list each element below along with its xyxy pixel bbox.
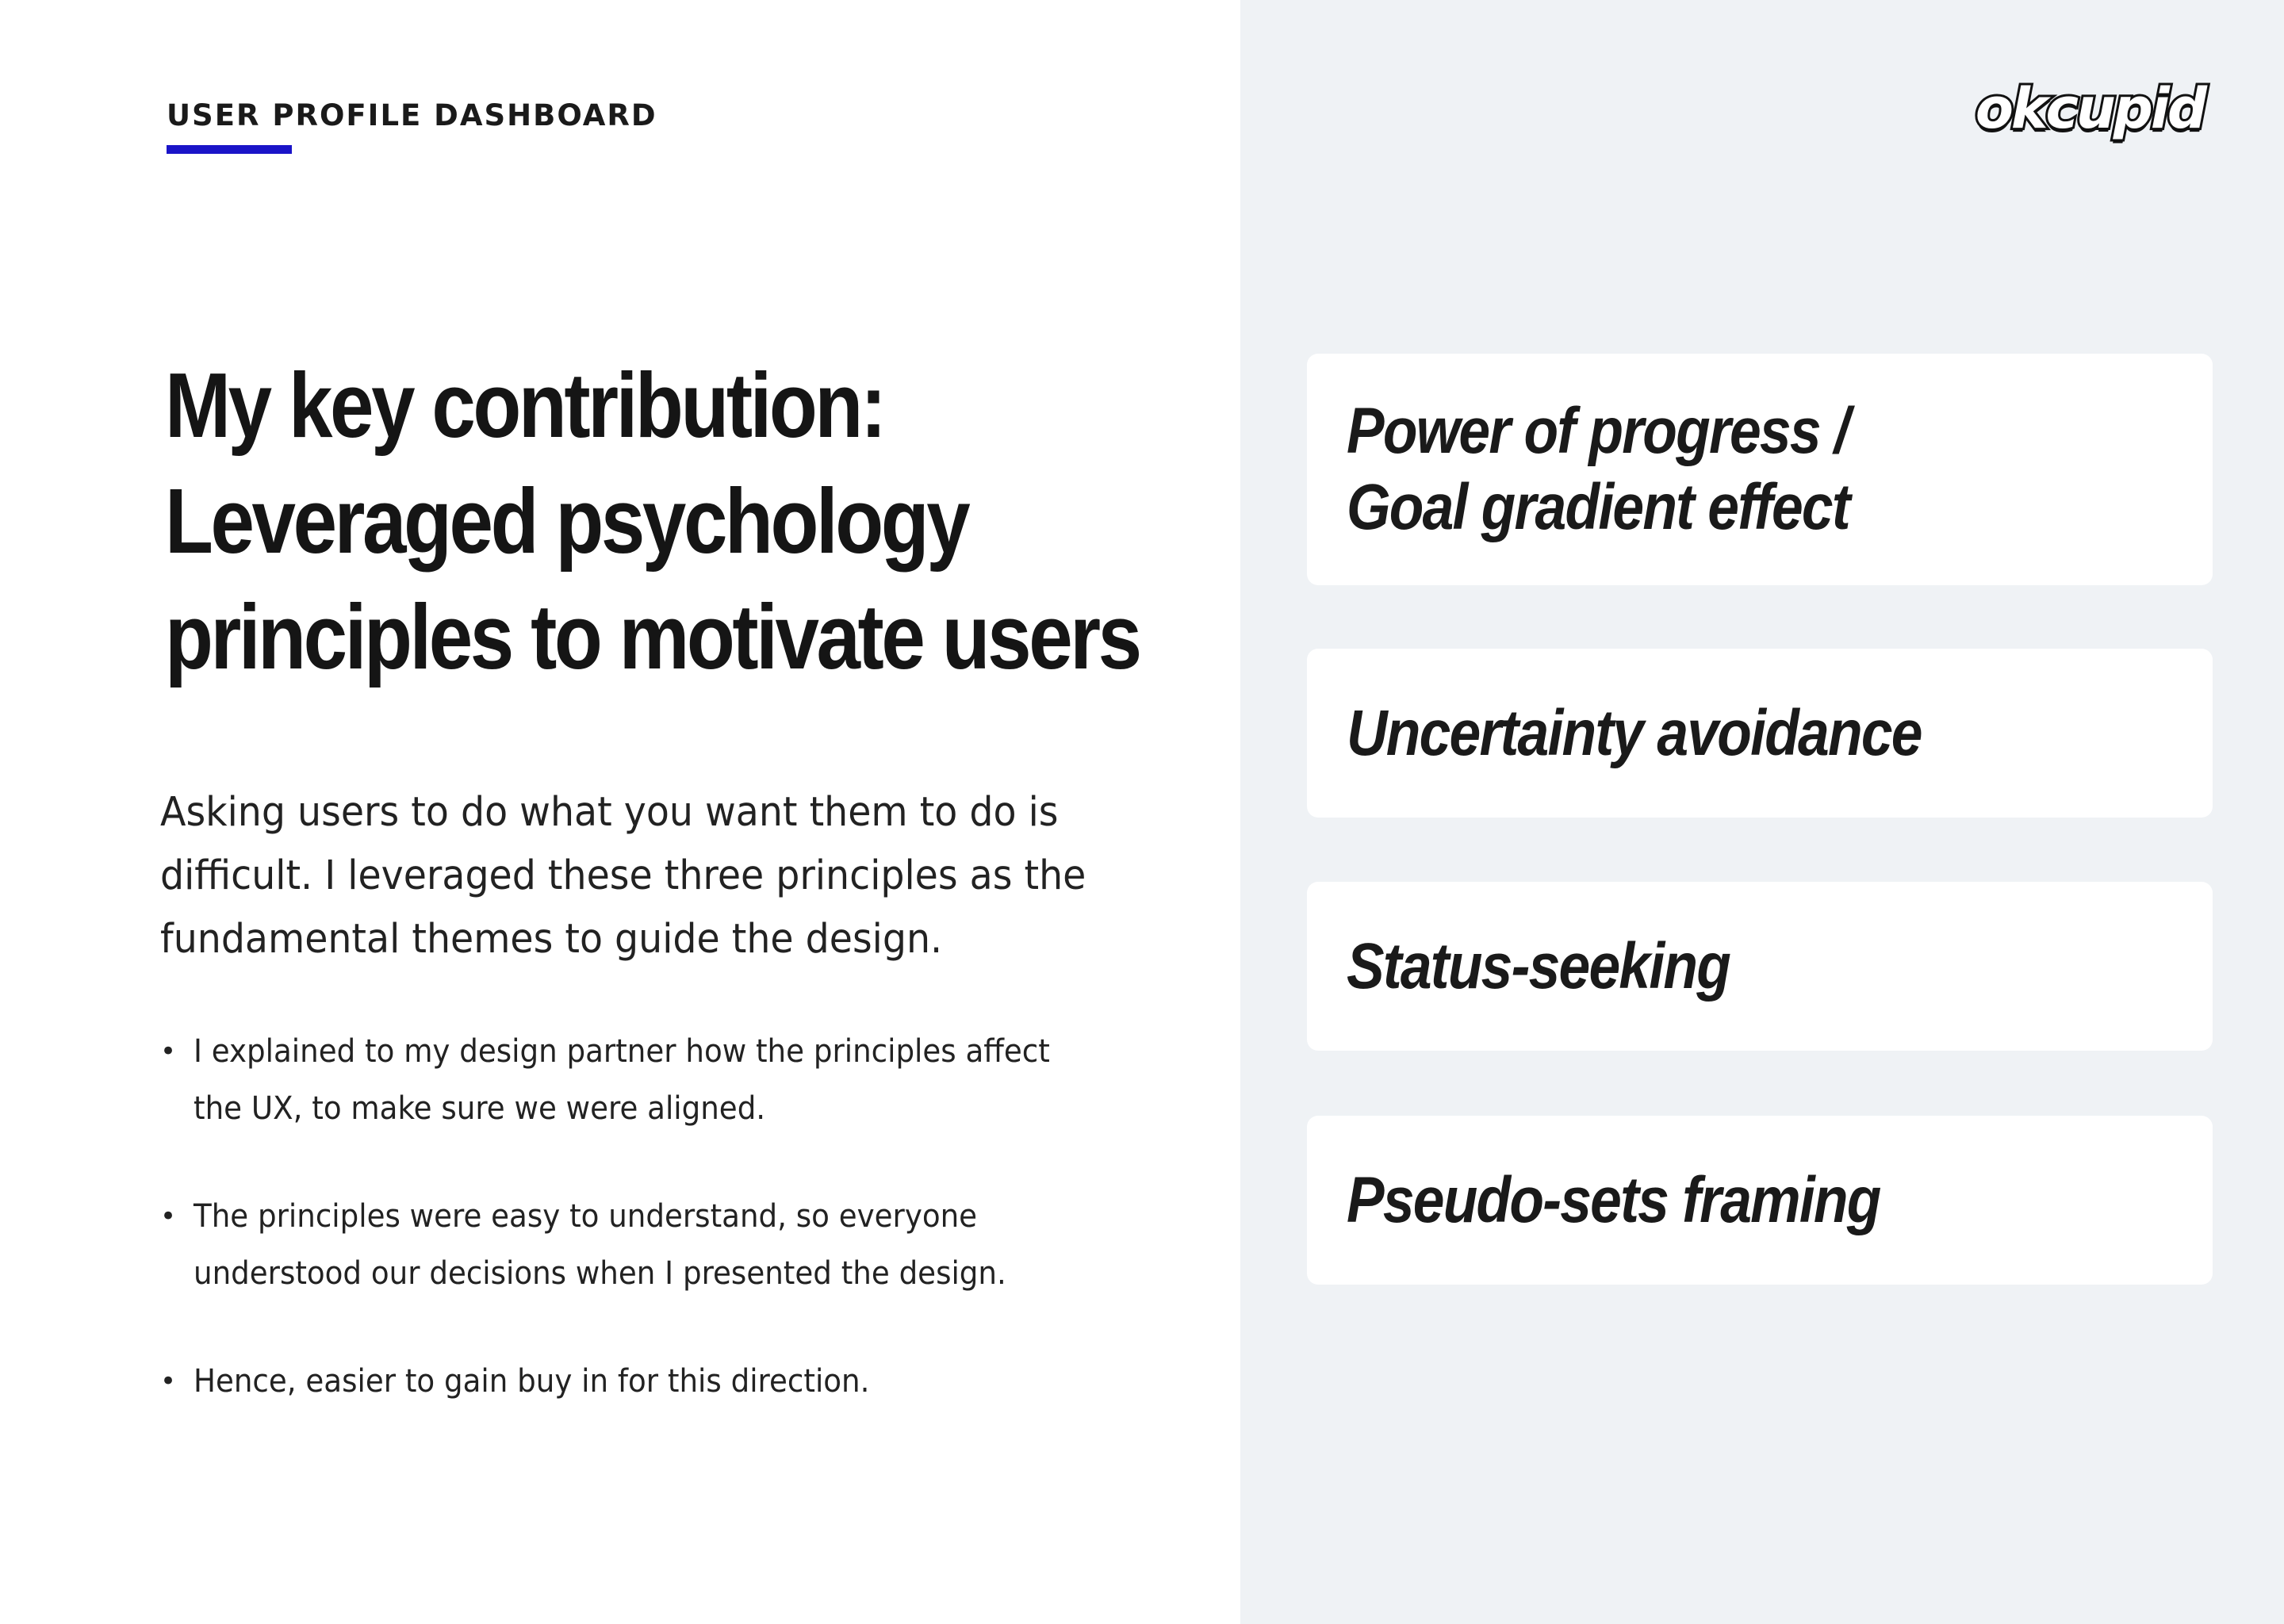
eyebrow-label: USER PROFILE DASHBOARD — [167, 98, 657, 132]
headline-line: My key contribution: — [165, 354, 884, 457]
bullet-line: the UX, to make sure we were aligned. — [194, 1090, 766, 1127]
headline — [165, 347, 1140, 695]
bullet-line: The principles were easy to understand, so everyone — [194, 1198, 978, 1235]
right-panel — [1240, 0, 2284, 1624]
eyebrow-underline — [167, 145, 292, 154]
bullet-dot: • — [160, 1201, 177, 1232]
principle-card-line: Pseudo-sets framing — [1347, 1163, 1880, 1236]
bullet-text — [194, 1188, 1123, 1302]
bullet-dot: • — [160, 1036, 177, 1067]
principle-card-line: Status-seeking — [1347, 929, 1730, 1002]
principle-card — [1307, 649, 2213, 818]
intro-line: fundamental themes to guide the design. — [160, 916, 943, 963]
principle-card-line: Power of progress / — [1347, 395, 1849, 467]
bullet-line: understood our decisions when I presented the design. — [194, 1255, 1006, 1292]
principle-card — [1307, 1116, 2213, 1285]
headline-line: principles to motivate users — [165, 585, 1140, 688]
intro-line: difficult. I leveraged these three principles as the — [160, 852, 1086, 899]
principle-card-line: Uncertainty avoidance — [1347, 696, 1922, 769]
headline-line: Leveraged psychology — [165, 469, 968, 573]
bullet-line: I explained to my design partner how the principles affect — [194, 1033, 1050, 1070]
principle-card-line: Goal gradient effect — [1347, 471, 1849, 543]
intro-paragraph — [160, 781, 1119, 971]
bullet-dot: • — [160, 1365, 177, 1397]
bullet-text — [194, 1353, 1123, 1410]
intro-line: Asking users to do what you want them to do is — [160, 789, 1059, 836]
principle-card — [1307, 882, 2213, 1051]
bullet-text — [194, 1023, 1123, 1137]
principle-card — [1307, 354, 2213, 585]
bullet-line: Hence, easier to gain buy in for this direction. — [194, 1363, 870, 1400]
okcupid-logo: okcupid — [1975, 76, 2205, 141]
